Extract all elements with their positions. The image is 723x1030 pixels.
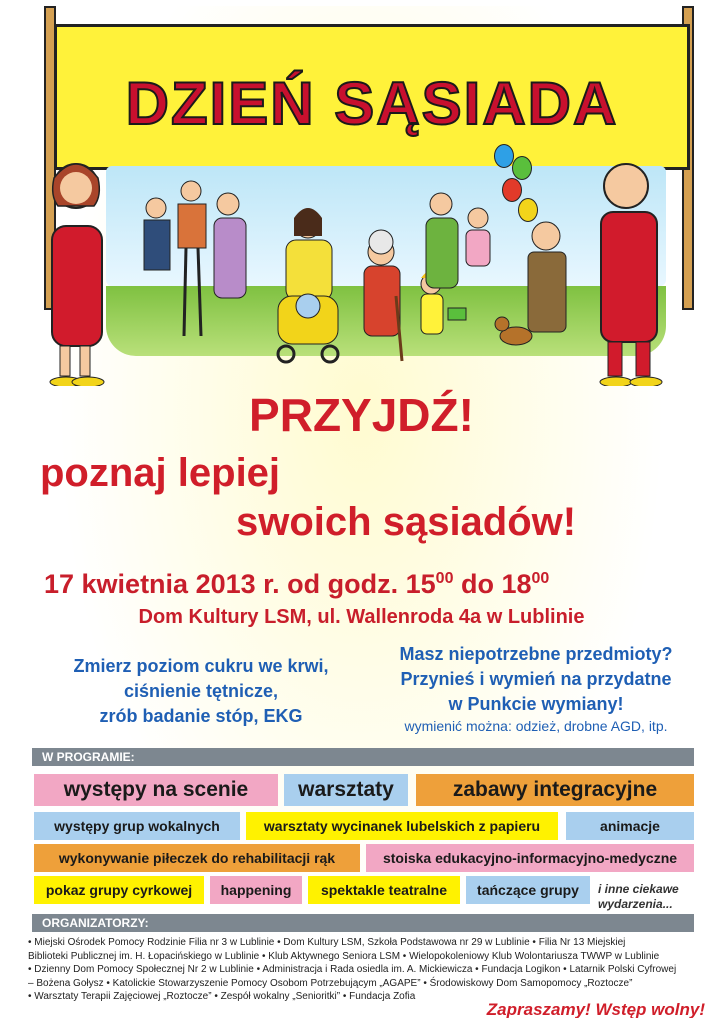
balloon-green: [512, 156, 532, 180]
balloon-red: [502, 178, 522, 202]
program-item: happening: [210, 876, 302, 904]
program-item: występy na scenie: [34, 774, 278, 806]
poster: [6, 6, 717, 1018]
organizers-line: • Dzienny Dom Pomocy Społecznej Nr 2 w Lublinie • Administracja i Rada osiedla im. A. Mickiewicza • Fundacja Logikon • Latarnik Polski Cyfrowej: [28, 964, 677, 975]
child-pink-figure: [466, 208, 490, 266]
mother-with-pram-figure: [278, 208, 338, 362]
woman-green-figure: [426, 193, 458, 288]
program-item: stoiska edukacyjno-informacyjno-medyczne: [366, 844, 694, 872]
woman-left-figure: [50, 164, 104, 386]
organizers-line: – Bożena Gołysz • Katolickie Stowarzyszenie Pomocy Osobom Potrzebującym „AGAPE” • Środowiskowy Dom Samopomocy „Roztocze”: [28, 977, 633, 989]
dog-figure: [495, 317, 532, 345]
closing-invitation: Zapraszamy! Wstęp wolny!: [486, 1000, 705, 1018]
couple-figure: [144, 181, 206, 336]
organizers-header: ORGANIZATORZY:: [32, 914, 694, 932]
event-to-text: do 18: [453, 569, 532, 599]
program-item: pokaz grupy cyrkowej: [34, 876, 204, 904]
event-start-minutes: 00: [435, 570, 454, 587]
health-line1: Zmierz poziom cukru we krwi,: [73, 656, 329, 676]
banner-title: DZIEŃ SĄSIADA: [125, 70, 619, 137]
program-item: warsztaty wycinanek lubelskich z papieru: [246, 812, 558, 840]
banner: [54, 24, 690, 170]
neighbours-illustration: [46, 156, 686, 386]
swap-line1: Masz niepotrzebne przedmioty?: [399, 644, 673, 664]
program-item: warsztaty: [284, 774, 408, 806]
headline-sub-line1: poznaj lepiej: [40, 451, 281, 495]
old-woman-figure: [214, 193, 246, 298]
program-item: animacje: [566, 812, 694, 840]
health-line3: zrób badanie stóp, EKG: [99, 706, 303, 726]
organizers-line: • Miejski Ośrodek Pomocy Rodzinie Filia nr 3 w Lublinie • Dom Kultury LSM, Szkoła Podstawowa nr 29 w Lublinie • Filia Nr 13 Miejskiej: [28, 937, 626, 948]
grandmother-figure: [364, 230, 402, 361]
old-man-figure: [528, 222, 566, 332]
program-item: występy grup wokalnych: [34, 812, 240, 840]
headline-sub-line2: swoich sąsiadów!: [236, 500, 577, 544]
balloon-yellow: [518, 198, 538, 222]
health-line2: ciśnienie tętnicze,: [123, 681, 279, 701]
event-end-minutes: 00: [531, 570, 550, 587]
program-item: wykonywanie piłeczek do rehabilitacji rąk: [34, 844, 360, 872]
swap-line3: w Punkcie wymiany!: [448, 694, 624, 714]
program-extra-line1: i inne ciekawe: [598, 882, 679, 896]
program-item: tańczące grupy: [466, 876, 590, 904]
organizers-line: • Warsztaty Terapii Zajęciowej „Roztocze” • Zespół wokalny „Senioritki” • Fundacja Zofia: [28, 991, 416, 1002]
man-right-figure: [600, 164, 662, 386]
swap-info: [366, 642, 706, 717]
people-illustration: [46, 156, 686, 386]
event-date: [44, 569, 549, 600]
program-extra-line2: wydarzenia...: [598, 897, 673, 911]
headline-main: PRZYJDŹ!: [249, 389, 474, 441]
health-info: [36, 654, 366, 729]
program-extra: [598, 882, 708, 912]
program-header: W PROGRAMIE:: [32, 748, 694, 766]
balloon-blue: [494, 144, 514, 168]
organizers-line: Biblioteki Publicznej im. H. Łopacińskiego w Lublinie • Klub Aktywnego Seniora LSM • Wielopokoleniowy Klub Wolontariusza TWWP w Lublinie: [28, 950, 660, 962]
event-venue: Dom Kultury LSM, ul. Wallenroda 4a w Lublinie: [138, 606, 585, 628]
program-item: spektakle teatralne: [308, 876, 460, 904]
program-item: zabawy integracyjne: [416, 774, 694, 806]
event-date-text: 17 kwietnia 2013 r. od godz. 15: [44, 569, 436, 599]
organizers-list: [28, 936, 696, 1004]
swap-line2: Przynieś i wymień na przydatne: [400, 669, 672, 689]
swap-note: wymienić można: odzież, drobne AGD, itp.: [404, 718, 668, 734]
